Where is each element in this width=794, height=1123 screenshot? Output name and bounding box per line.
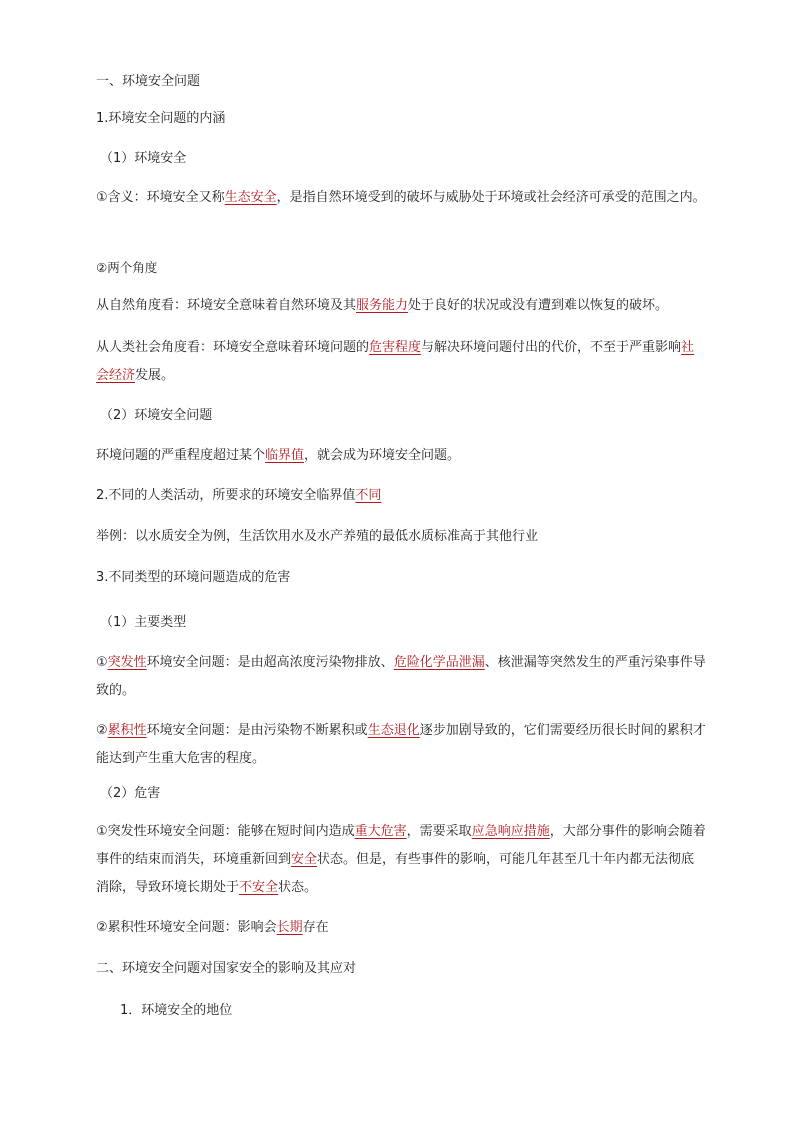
text-run: 处于良好的状况或没有遭到难以恢复的破坏。: [408, 298, 669, 313]
text-run: ，需要采取: [406, 824, 472, 839]
text-run: 、核泄漏等突然发生的严重污染事件导致的。: [96, 655, 706, 698]
text-run: ①: [96, 655, 108, 670]
paragraph: [96, 916, 706, 940]
paragraph: [96, 184, 706, 212]
paragraph: [96, 818, 706, 902]
text-run: 举例：以水质安全为例，生活饮用水及水产养殖的最低水质标准高于其他行业: [96, 529, 539, 544]
keyword-highlight: 长期: [276, 920, 303, 935]
keyword-highlight: 生态退化: [367, 723, 420, 738]
keyword-highlight: 应急响应措施: [471, 824, 550, 839]
text-run: 2.不同的人类活动，所要求的环境安全临界值: [96, 488, 356, 503]
text-run: （1）环境安全: [100, 151, 187, 166]
text-run: 环境问题的严重程度超过某个: [96, 448, 266, 463]
text-run: ①突发性环境安全问题：能够在短时间内造成: [96, 824, 355, 839]
text-run: （1）主要类型: [100, 615, 187, 630]
text-run: 与解决环境问题付出的代价，不至于严重影响: [421, 340, 682, 355]
text-run: ，是指自然环境受到的破坏与威胁处于环境或社会经济可承受的范围之内。: [276, 190, 706, 205]
keyword-highlight: 危害程度: [369, 340, 422, 355]
section-heading: [96, 484, 706, 508]
keyword-highlight: 社会经济: [96, 340, 695, 383]
subsection-heading: [100, 147, 710, 171]
keyword-highlight: 不同: [355, 488, 382, 503]
section-heading: [120, 999, 730, 1023]
paragraph: [96, 294, 706, 318]
paragraph: [96, 256, 706, 280]
keyword-highlight: 危险化学品泄漏: [393, 655, 485, 670]
subsection-heading: [100, 404, 710, 428]
text-run: ，就会成为环境安全问题。: [304, 448, 461, 463]
text-run: 一、环境安全问题: [96, 74, 201, 89]
keyword-highlight: 不安全: [239, 880, 279, 895]
text-run: 从自然角度看：环境安全意味着自然环境及其: [96, 298, 357, 313]
text-run: 状态。: [278, 880, 318, 895]
keyword-highlight: 累积性: [107, 723, 147, 738]
text-run: ，大部分事件的影响会随着事件的结束而消失，环境重新回到: [96, 824, 706, 867]
text-run: （2）环境安全问题: [100, 408, 213, 423]
section-heading: [96, 566, 706, 590]
text-run: 环境安全问题：是由超高浓度污染物排放、: [146, 655, 394, 670]
text-run: 1.环境安全问题的内涵: [96, 111, 226, 126]
text-run: 3.不同类型的环境问题造成的危害: [96, 570, 291, 585]
text-run: ②两个角度: [96, 260, 158, 275]
paragraph: [96, 717, 706, 773]
keyword-highlight: 安全: [291, 852, 318, 867]
text-run: ①含义：环境安全又称: [96, 190, 225, 205]
section-heading: [96, 107, 706, 131]
text-run: 发展。: [135, 368, 175, 383]
text-run: 环境安全问题：是由污染物不断累积或: [146, 723, 368, 738]
keyword-highlight: 生态安全: [224, 190, 277, 205]
text-run: 状态。但是，有些事件的影响，可能几年甚至几十年内都无法彻底消除，导致环境长期处于: [96, 852, 695, 895]
heading-1: [96, 70, 706, 94]
text-run: ②: [96, 723, 108, 738]
text-run: ②累积性环境安全问题：影响会: [96, 920, 277, 935]
text-run: 从人类社会角度看：环境安全意味着环境问题的: [96, 340, 370, 355]
keyword-highlight: 临界值: [265, 448, 305, 463]
text-run: 二、环境安全问题对国家安全的影响及其应对: [96, 961, 357, 976]
keyword-highlight: 突发性: [107, 655, 147, 670]
text-run: （2）危害: [100, 786, 161, 801]
keyword-highlight: 重大危害: [354, 824, 407, 839]
paragraph: [96, 649, 706, 705]
paragraph: [96, 525, 706, 549]
heading-2: [96, 957, 706, 981]
text-run: 存在: [302, 920, 329, 935]
paragraph: [96, 444, 706, 468]
paragraph: [96, 334, 706, 390]
subsection-heading: [100, 782, 710, 806]
subsection-heading: [100, 611, 710, 635]
keyword-highlight: 服务能力: [356, 298, 409, 313]
text-run: 逐步加剧导致的，它们需要经历很长时间的累积才能达到产生重大危害的程度。: [96, 723, 706, 766]
text-run: 1．环境安全的地位: [120, 1003, 233, 1018]
